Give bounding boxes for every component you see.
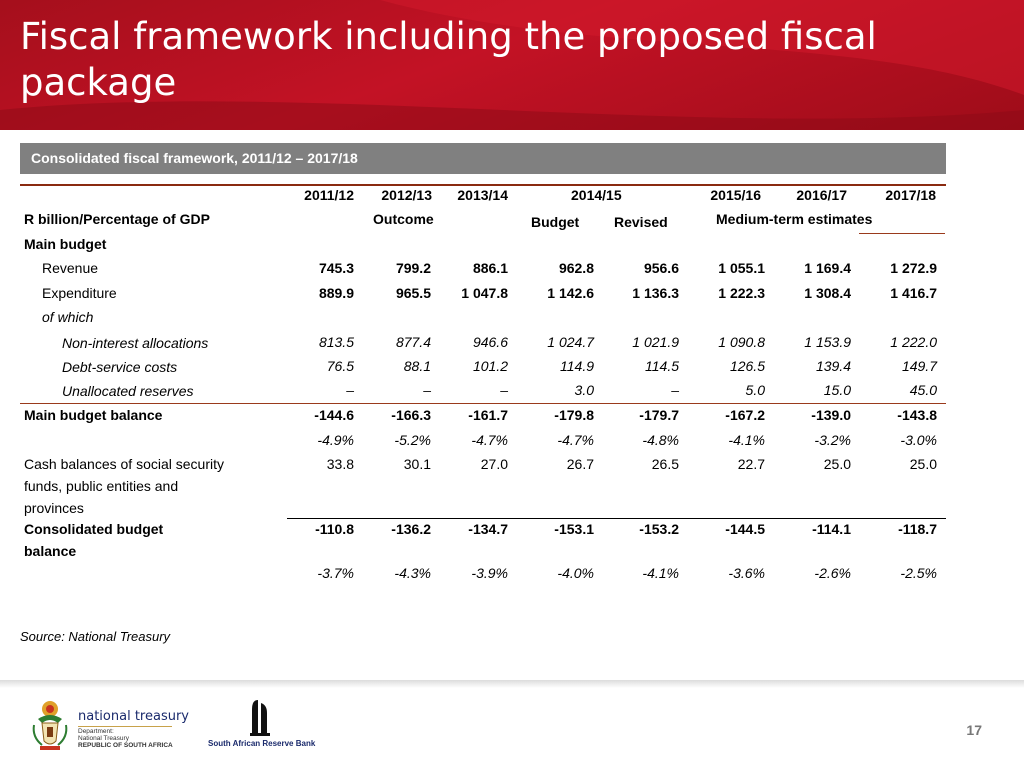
consolidated-pct: -2.5%	[900, 565, 937, 581]
consolidated-value: -153.2	[639, 521, 679, 537]
expenditure-value: 1 142.6	[547, 285, 594, 301]
non-interest-value: 877.4	[395, 334, 431, 350]
units-label: R billion/Percentage of GDP	[24, 211, 210, 227]
debt-service-value: 126.5	[729, 358, 765, 374]
debt-service-value: 114.5	[645, 358, 679, 374]
revised-label: Revised	[614, 214, 668, 230]
of-which-label: of which	[42, 309, 94, 325]
revenue-value: 956.6	[643, 260, 679, 276]
main-balance-pct: -4.1%	[728, 432, 765, 448]
national-treasury-logo	[28, 697, 188, 753]
debt-service-value: 88.1	[403, 358, 431, 374]
non-interest-value: 1 222.0	[890, 334, 937, 350]
treasury-name: national treasury	[78, 709, 189, 724]
year-header: 2014/15	[571, 187, 622, 203]
outcome-label: Outcome	[373, 211, 434, 227]
row-label-consolidated: Consolidated budget	[24, 521, 164, 537]
reserve-bank-emblem-icon	[240, 697, 280, 737]
revenue-value: 1 169.4	[804, 260, 851, 276]
expenditure-value: 1 136.3	[632, 285, 679, 301]
unallocated-value: –	[423, 382, 431, 398]
year-header: 2012/13	[381, 187, 432, 203]
debt-service-value: 149.7	[901, 358, 937, 374]
main-balance-value: -179.8	[554, 407, 594, 423]
consolidated-value: -144.5	[725, 521, 765, 537]
unallocated-value: –	[500, 382, 508, 398]
unallocated-value: 3.0	[574, 382, 594, 398]
unallocated-value: –	[671, 382, 679, 398]
section-main-budget: Main budget	[24, 236, 107, 252]
main-balance-pct: -5.2%	[394, 432, 431, 448]
main-balance-value: -167.2	[725, 407, 765, 423]
main-balance-value: -143.8	[897, 407, 937, 423]
row-label-expenditure: Expenditure	[42, 285, 117, 301]
source-note: Source: National Treasury	[20, 629, 171, 644]
debt-service-value: 139.4	[815, 358, 851, 374]
expenditure-value: 1 047.8	[461, 285, 508, 301]
expenditure-value: 889.9	[318, 285, 354, 301]
revenue-value: 886.1	[472, 260, 508, 276]
consolidated-value: -118.7	[898, 521, 937, 537]
balance-rule	[20, 403, 946, 404]
cash-balances-value: 27.0	[480, 456, 508, 472]
row-label-cash-balances: provinces	[24, 500, 84, 516]
treasury-rule	[78, 726, 172, 727]
main-balance-value: -166.3	[391, 407, 431, 423]
consolidated-pct: -4.0%	[557, 565, 594, 581]
coat-of-arms-icon	[28, 697, 72, 753]
non-interest-value: 1 153.9	[804, 334, 851, 350]
revenue-value: 1 055.1	[718, 260, 765, 276]
expenditure-value: 1 416.7	[890, 285, 937, 301]
non-interest-value: 813.5	[318, 334, 354, 350]
row-label-main-balance: Main budget balance	[24, 407, 163, 423]
revenue-value: 745.3	[318, 260, 354, 276]
year-header: 2015/16	[710, 187, 761, 203]
unallocated-value: 5.0	[745, 382, 765, 398]
consolidated-value: -153.1	[554, 521, 594, 537]
reserve-bank-name: South African Reserve Bank	[208, 739, 316, 748]
treasury-dept: National Treasury	[78, 735, 129, 742]
debt-service-value: 101.2	[472, 358, 508, 374]
main-balance-pct: -4.7%	[471, 432, 508, 448]
row-label-non-interest: Non-interest allocations	[62, 335, 209, 351]
main-balance-value: -139.0	[811, 407, 851, 423]
row-label-revenue: Revenue	[42, 260, 99, 276]
main-balance-value: -144.6	[314, 407, 354, 423]
year-header: 2011/12	[304, 187, 354, 203]
slide-title: Fiscal framework including the proposed fiscal package	[20, 15, 877, 104]
cash-balances-value: 22.7	[737, 456, 765, 472]
cash-balances-value: 26.5	[651, 456, 679, 472]
year-header: 2013/14	[457, 187, 508, 203]
consolidated-value: -134.7	[468, 521, 508, 537]
budget-label: Budget	[531, 214, 580, 230]
row-label-unallocated: Unallocated reserves	[62, 383, 194, 399]
revenue-value: 799.2	[395, 260, 431, 276]
treasury-dept: REPUBLIC OF SOUTH AFRICA	[78, 742, 173, 749]
medium-term-label: Medium-term estimates	[716, 211, 873, 227]
unallocated-value: 45.0	[909, 382, 937, 398]
consolidated-value: -114.1	[812, 521, 851, 537]
year-header: 2016/17	[796, 187, 847, 203]
consolidated-value: -136.2	[391, 521, 431, 537]
consolidated-pct: -4.3%	[394, 565, 431, 581]
cash-balances-value: 30.1	[403, 456, 431, 472]
debt-service-value: 76.5	[326, 358, 354, 374]
non-interest-value: 1 024.7	[547, 334, 594, 350]
page-number: 17	[966, 722, 982, 738]
non-interest-value: 1 090.8	[718, 334, 765, 350]
expenditure-value: 1 222.3	[718, 285, 765, 301]
consolidated-value: -110.8	[315, 521, 354, 537]
main-balance-pct: -4.9%	[317, 432, 354, 448]
consolidated-pct: -3.7%	[317, 565, 354, 581]
row-label-cash-balances: funds, public entities and	[24, 478, 179, 494]
main-balance-value: -179.7	[639, 407, 679, 423]
reserve-bank-logo	[208, 697, 318, 753]
slide-header	[0, 0, 1024, 130]
main-balance-pct: -3.0%	[900, 432, 937, 448]
consolidated-pct: -4.1%	[642, 565, 679, 581]
cash-balances-value: 25.0	[909, 456, 937, 472]
revenue-value: 1 272.9	[890, 260, 937, 276]
expenditure-value: 965.5	[395, 285, 431, 301]
consolidated-pct: -3.9%	[471, 565, 508, 581]
row-label-debt-service: Debt-service costs	[62, 359, 178, 375]
non-interest-value: 1 021.9	[632, 334, 679, 350]
unallocated-value: 15.0	[823, 382, 851, 398]
header-rule	[859, 233, 945, 234]
treasury-dept: Department:	[78, 728, 114, 735]
main-balance-value: -161.7	[468, 407, 508, 423]
main-balance-pct: -3.2%	[814, 432, 851, 448]
non-interest-value: 946.6	[472, 334, 508, 350]
revenue-value: 962.8	[558, 260, 594, 276]
row-label-consolidated: balance	[24, 543, 77, 559]
row-label-cash-balances: Cash balances of social security	[24, 456, 224, 472]
main-balance-pct: -4.8%	[642, 432, 679, 448]
cash-balances-value: 25.0	[823, 456, 851, 472]
table-caption: Consolidated fiscal framework, 2011/12 – 2017/18	[20, 143, 946, 174]
expenditure-value: 1 308.4	[804, 285, 851, 301]
unallocated-value: –	[346, 382, 354, 398]
consolidated-pct: -3.6%	[728, 565, 765, 581]
debt-service-value: 114.9	[560, 358, 594, 374]
footer-divider	[0, 680, 1024, 688]
cash-balances-value: 33.8	[326, 456, 354, 472]
consolidated-pct: -2.6%	[814, 565, 851, 581]
main-balance-pct: -4.7%	[557, 432, 594, 448]
cash-balances-value: 26.7	[566, 456, 594, 472]
year-header: 2017/18	[885, 187, 936, 203]
